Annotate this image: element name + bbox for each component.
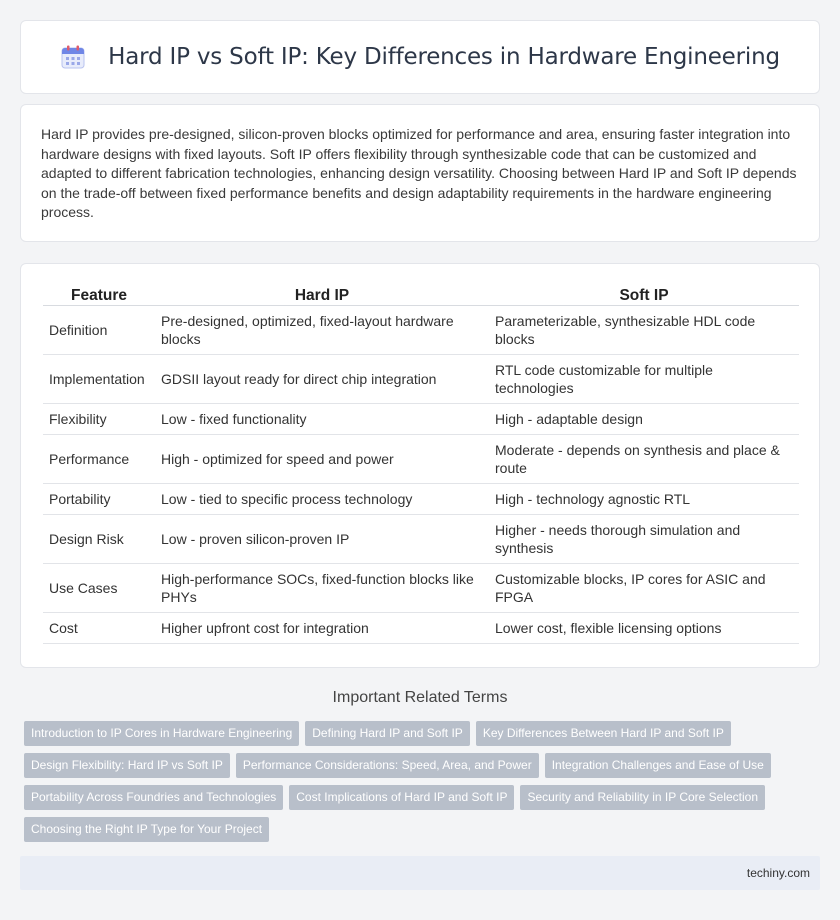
row-hard-ip: Higher upfront cost for integration	[155, 613, 489, 644]
table-row	[43, 435, 799, 484]
table-row	[43, 515, 799, 564]
related-terms-tags	[24, 721, 814, 849]
row-feature: Cost	[43, 613, 155, 644]
related-tag[interactable]: Portability Across Foundries and Technologies	[24, 785, 283, 810]
row-soft-ip: Lower cost, flexible licensing options	[489, 613, 799, 644]
title-card	[20, 20, 820, 94]
related-tag[interactable]: Key Differences Between Hard IP and Soft IP	[476, 721, 731, 746]
table-row	[43, 613, 799, 644]
table-header-row	[43, 280, 799, 306]
row-soft-ip: Parameterizable, synthesizable HDL code blocks	[489, 306, 799, 355]
row-hard-ip: Low - proven silicon-proven IP	[155, 515, 489, 564]
related-tag[interactable]: Integration Challenges and Ease of Use	[545, 753, 771, 778]
title-wrap	[60, 44, 780, 70]
row-feature: Performance	[43, 435, 155, 484]
row-hard-ip: GDSII layout ready for direct chip integration	[155, 355, 489, 404]
row-soft-ip: High - technology agnostic RTL	[489, 484, 799, 515]
header-hard-ip: Hard IP	[155, 280, 489, 306]
row-feature: Design Risk	[43, 515, 155, 564]
row-soft-ip: Moderate - depends on synthesis and place & route	[489, 435, 799, 484]
related-tag[interactable]: Design Flexibility: Hard IP vs Soft IP	[24, 753, 230, 778]
table-row	[43, 484, 799, 515]
row-hard-ip: Low - fixed functionality	[155, 404, 489, 435]
row-soft-ip: Higher - needs thorough simulation and synthesis	[489, 515, 799, 564]
row-feature: Flexibility	[43, 404, 155, 435]
related-terms-title: Important Related Terms	[332, 689, 508, 706]
row-feature: Implementation	[43, 355, 155, 404]
row-feature: Portability	[43, 484, 155, 515]
comparison-table	[43, 280, 799, 644]
row-soft-ip: RTL code customizable for multiple technologies	[489, 355, 799, 404]
related-tag[interactable]: Introduction to IP Cores in Hardware Engineering	[24, 721, 299, 746]
row-soft-ip: Customizable blocks, IP cores for ASIC and FPGA	[489, 564, 799, 613]
related-tag[interactable]: Choosing the Right IP Type for Your Project	[24, 817, 269, 842]
header-feature: Feature	[43, 280, 155, 306]
table-row	[43, 355, 799, 404]
footer	[20, 856, 820, 890]
table-row	[43, 306, 799, 355]
row-hard-ip: High - optimized for speed and power	[155, 435, 489, 484]
related-tag[interactable]: Defining Hard IP and Soft IP	[305, 721, 470, 746]
row-hard-ip: Low - tied to specific process technology	[155, 484, 489, 515]
row-hard-ip: High-performance SOCs, fixed-function blocks like PHYs	[155, 564, 489, 613]
footer-brand[interactable]: techiny.com	[746, 866, 810, 880]
related-tag[interactable]: Cost Implications of Hard IP and Soft IP	[289, 785, 514, 810]
related-tag[interactable]: Security and Reliability in IP Core Selection	[520, 785, 765, 810]
table-row	[43, 564, 799, 613]
row-hard-ip: Pre-designed, optimized, fixed-layout hardware blocks	[155, 306, 489, 355]
comparison-table-card	[20, 263, 820, 668]
row-feature: Use Cases	[43, 564, 155, 613]
row-soft-ip: High - adaptable design	[489, 404, 799, 435]
header-soft-ip: Soft IP	[489, 280, 799, 306]
row-feature: Definition	[43, 306, 155, 355]
intro-card	[20, 104, 820, 242]
intro-paragraph: Hard IP provides pre-designed, silicon-proven blocks optimized for performance and area, ensuring faster integration into hardware designs with fixed layouts. Soft IP offers flexibility through synthesizable code that can be customized and adapted to different fabrication technologies, enhancing design versatility. Choosing between Hard IP and Soft IP depends on the trade-off between fixed performance benefits and design adaptability requirements in the hardware engineering process.	[41, 126, 797, 221]
page-title: Hard IP vs Soft IP: Key Differences in Hardware Engineering	[108, 44, 780, 70]
table-row	[43, 404, 799, 435]
calendar-icon	[60, 44, 86, 70]
related-tag[interactable]: Performance Considerations: Speed, Area, and Power	[236, 753, 539, 778]
